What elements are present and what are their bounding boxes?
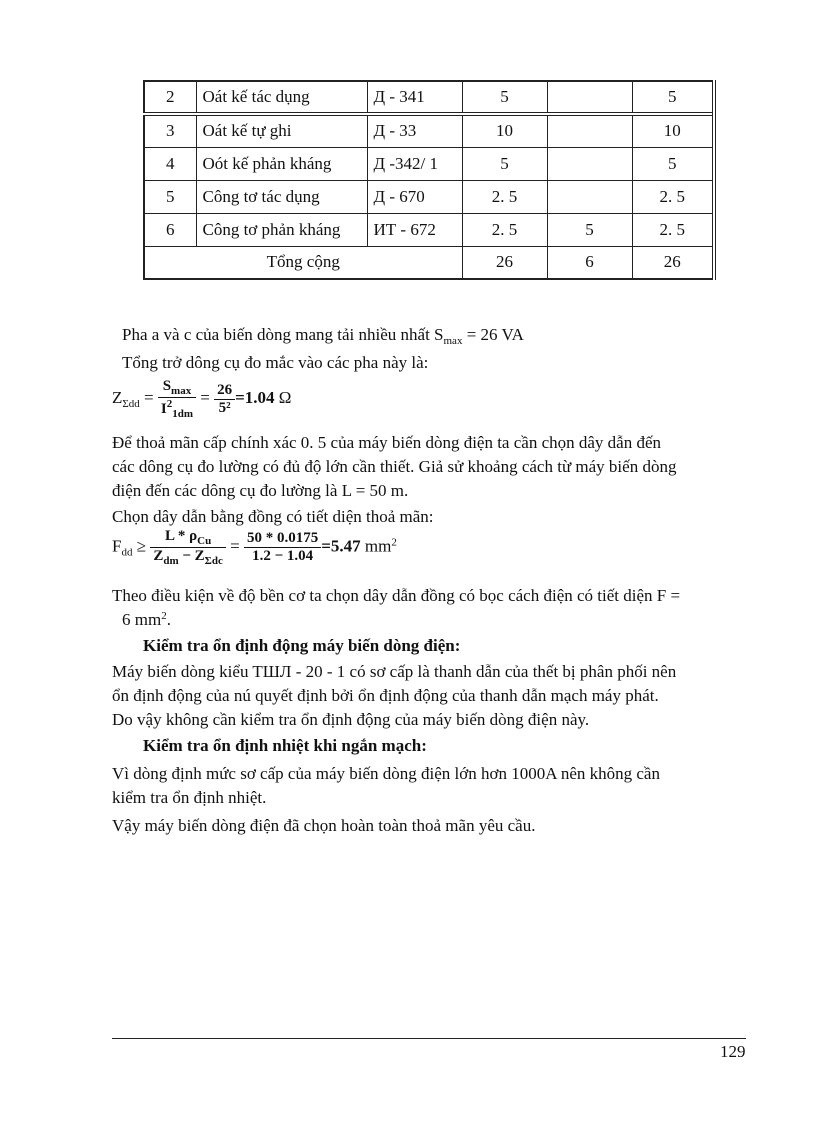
cell-b: 5 [547, 213, 632, 246]
cell-no: 6 [144, 213, 196, 246]
numerator: 50 * 0.0175 [244, 530, 321, 548]
denominator: 1.2 − 1.04 [252, 548, 314, 564]
total-label: Tổng cộng [144, 246, 462, 279]
text: F [112, 536, 122, 556]
subscript: Σdd [122, 397, 140, 410]
cell-no: 3 [144, 114, 196, 147]
cell-type: Д - 670 [367, 180, 462, 213]
text: Z [153, 548, 164, 564]
cell-c: 2. 5 [632, 180, 714, 213]
paragraph-max-load [122, 325, 524, 347]
footer-rule [112, 1038, 746, 1039]
heading-thermal-stability: Kiểm tra ổn định nhiệt khi ngắn mạch: [143, 736, 427, 755]
text: = [139, 387, 158, 407]
formula-cross-section [112, 528, 397, 567]
cell-c: 2. 5 [632, 213, 714, 246]
cell-a: 10 [462, 114, 547, 147]
subscript: dm [163, 555, 179, 567]
paragraph-impedance-intro: Tổng trở dông cụ đo mắc vào các pha này là: [122, 353, 429, 372]
instrument-table [143, 80, 716, 280]
fraction [158, 378, 196, 420]
unit: Ω [274, 387, 292, 407]
table-row [144, 147, 714, 180]
paragraph-accuracy-3: điện đến các dông cụ đo lường là L = 50 m. [112, 481, 409, 500]
text: = 26 VA [462, 325, 524, 344]
table-row [144, 180, 714, 213]
paragraph-accuracy-2: các dông cụ đo lường có đủ độ lớn cần thiết. Giả sử khoảng cách từ máy biến dòng [112, 457, 677, 476]
table-total-row [144, 246, 714, 279]
superscript: 2 [391, 536, 397, 549]
text: − Z [178, 548, 205, 564]
cell-c: 5 [632, 81, 714, 114]
cell-c: 5 [632, 147, 714, 180]
paragraph-accuracy-1: Để thoả mãn cấp chính xác 0. 5 của máy biến dòng điện ta cần chọn dây dẫn đến [112, 433, 661, 452]
cell-name: Oát kế tác dụng [196, 81, 367, 114]
paragraph-dynamic-3: Do vậy không cần kiểm tra ổn định động của máy biến dòng điện này. [112, 710, 590, 729]
cell-name: Công tơ tác dụng [196, 180, 367, 213]
fraction [244, 530, 321, 565]
paragraph-mechanical-1: Theo điều kiện về độ bền cơ ta chọn dây dẫn đồng có bọc cách điện có tiết diện F = [112, 586, 681, 605]
table-row [144, 213, 714, 246]
fraction [150, 528, 226, 567]
subscript: max [171, 385, 192, 397]
paragraph-conclusion: Vậy máy biến dòng điện đã chọn hoàn toàn thoả mãn yêu cầu. [112, 816, 536, 835]
cell-type: ИТ - 672 [367, 213, 462, 246]
text: S [162, 378, 172, 394]
subscript: Cu [197, 535, 212, 547]
total-c: 26 [632, 246, 714, 279]
cell-b [547, 147, 632, 180]
cell-no: 5 [144, 180, 196, 213]
fraction [214, 382, 235, 417]
denominator [150, 548, 226, 567]
paragraph-thermal-1: Vì dòng định mức sơ cấp của máy biến dòng điện lớn hơn 1000A nên không cần [112, 764, 660, 783]
text: 6 mm [122, 610, 162, 629]
cell-no: 4 [144, 147, 196, 180]
text: Z [112, 387, 123, 407]
denominator: 5² [218, 399, 231, 416]
page-number: 129 [720, 1042, 746, 1061]
cell-name: Oót kế phản kháng [196, 147, 367, 180]
total-b: 6 [547, 246, 632, 279]
cell-name: Công tơ phản kháng [196, 213, 367, 246]
cell-no: 2 [144, 81, 196, 114]
numerator [150, 528, 226, 548]
result: =1.04 [235, 387, 275, 407]
paragraph-dynamic-1: Máy biến dòng kiểu TШЛ - 20 - 1 có sơ cấp là thanh dẫn của thết bị phân phối nên [112, 662, 677, 681]
cell-a: 5 [462, 147, 547, 180]
cell-b [547, 81, 632, 114]
unit: mm [360, 536, 392, 556]
numerator [158, 378, 196, 398]
cell-type: Д - 341 [367, 81, 462, 114]
cell-a: 2. 5 [462, 180, 547, 213]
heading-dynamic-stability: Kiểm tra ổn định động máy biến dòng điện: [143, 636, 461, 655]
denominator [158, 398, 196, 420]
numerator: 26 [214, 382, 235, 400]
subscript: 1dm [172, 408, 194, 420]
subscript: dd [121, 546, 133, 559]
table-row [144, 81, 714, 114]
cell-b [547, 114, 632, 147]
cell-a: 2. 5 [462, 213, 547, 246]
cell-b [547, 180, 632, 213]
cell-type: Д -342/ 1 [367, 147, 462, 180]
cell-a: 5 [462, 81, 547, 114]
paragraph-thermal-2: kiểm tra ổn định nhiệt. [112, 788, 267, 807]
cell-c: 10 [632, 114, 714, 147]
total-a: 26 [462, 246, 547, 279]
text: = [225, 536, 244, 556]
superscript: 2 [161, 610, 167, 622]
text: Pha a và c của biến dòng mang tải nhiều nhất S [122, 325, 444, 344]
result: =5.47 [321, 536, 361, 556]
table-row [144, 114, 714, 147]
subscript: Σdc [204, 555, 223, 567]
text: . [166, 610, 171, 629]
cell-type: Д - 33 [367, 114, 462, 147]
cell-name: Oát kế tự ghi [196, 114, 367, 147]
superscript: 2 [166, 398, 173, 410]
paragraph-dynamic-2: ổn định động của nú quyết định bởi ổn định động của thanh dẫn mạch máy phát. [112, 686, 659, 705]
paragraph-select-wire: Chọn dây dẫn bằng đồng có tiết diện thoả mãn: [112, 507, 434, 526]
text: L * ρ [164, 528, 198, 544]
paragraph-mechanical-2 [122, 610, 171, 630]
formula-impedance [112, 378, 291, 420]
text: = [196, 387, 215, 407]
text: I [160, 401, 167, 417]
text: ≥ [132, 536, 151, 556]
subscript: max [443, 335, 463, 347]
